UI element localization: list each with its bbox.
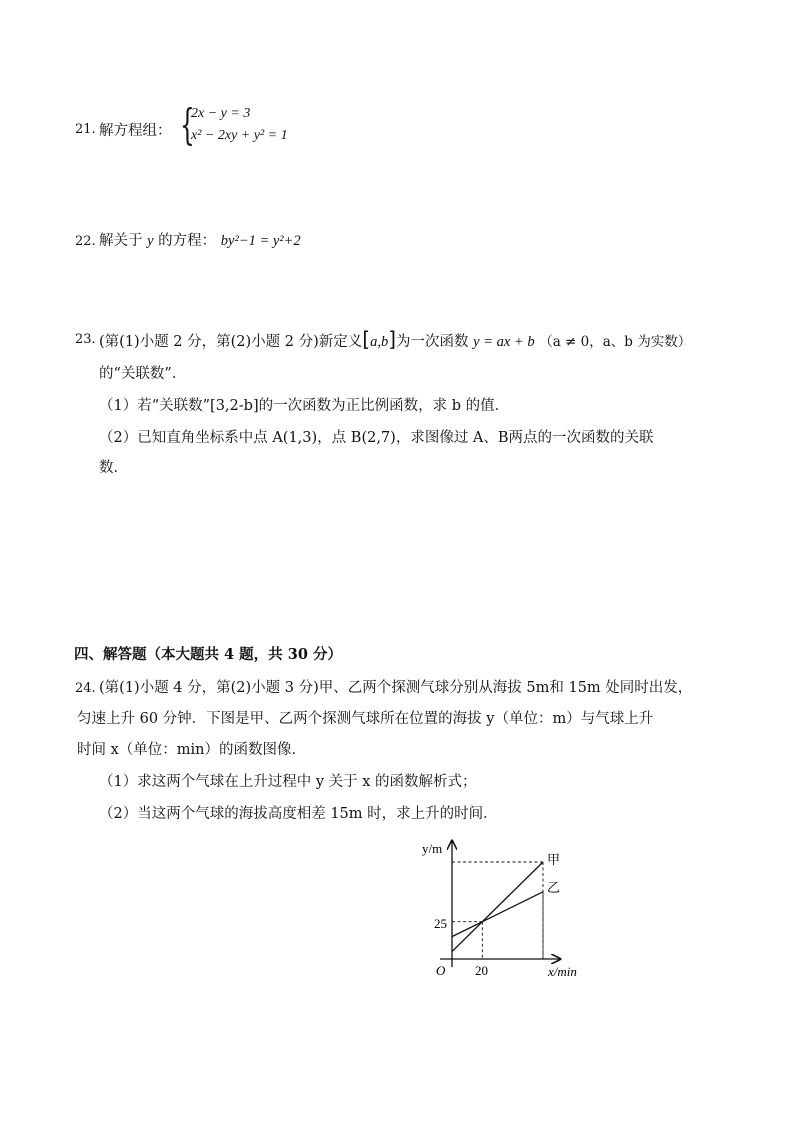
q23-sub1: （1）若“关联数”[3,2-b]的一次函数为正比例函数，求 b 的值． xyxy=(99,398,510,414)
q22-equation: by²−1 = y²+2 xyxy=(220,233,301,249)
y-axis-label: y/m xyxy=(422,841,443,856)
q23-line1-a: (第(1)小题 2 分，第(2)小题 2 分)新定义 xyxy=(99,334,363,350)
series-label-yi: 乙 xyxy=(547,879,561,895)
q21-number: 21. xyxy=(75,122,96,137)
q22-prompt xyxy=(99,229,301,250)
q23-line1-b: 为一次函数 xyxy=(396,334,469,350)
series-line-jia xyxy=(452,862,543,952)
origin-label: O xyxy=(436,963,446,978)
q22-var: y xyxy=(147,233,154,249)
q23-bracket-content: a,b xyxy=(370,334,389,350)
x-tick-label: 20 xyxy=(475,963,488,978)
right-bracket: ] xyxy=(388,327,397,351)
left-bracket: [ xyxy=(362,327,371,351)
q21-prompt: 解方程组： xyxy=(99,123,172,139)
q23-line1 xyxy=(99,327,691,351)
q22-prompt-post: 的方程： xyxy=(158,233,217,249)
system-brace: { xyxy=(180,100,195,149)
q24-line3: 时间 x（单位：min）的函数图像． xyxy=(77,742,307,758)
q24-line1: (第(1)小题 4 分，第(2)小题 3 分)甲、乙两个探测气球分别从海拔 5m和 15m 处同时出发， xyxy=(99,680,693,696)
q24-number: 24. xyxy=(75,681,96,696)
q23-sub2: （2）已知直角坐标系中点 A(1,3)，点 B(2,7)，求图像过 A、B两点的一次函数的关联 xyxy=(99,430,654,446)
y-tick-label: 25 xyxy=(434,916,447,931)
q23-func: y = ax + b xyxy=(473,334,535,350)
series-label-jia: 甲 xyxy=(547,852,561,867)
q23-sub2-cont: 数． xyxy=(99,460,128,476)
q24-line2: 匀速上升 60 分钟．下图是甲、乙两个探测气球所在位置的海拔 y（单位：m）与气球上升 xyxy=(77,711,654,727)
series-line-yi xyxy=(452,892,543,937)
q21-equation-1: 2x − y = 3 xyxy=(191,106,251,121)
q22-number: 22. xyxy=(75,234,96,249)
altitude-chart xyxy=(410,835,610,985)
q24-sub1: （1）求这两个气球在上升过程中 y 关于 x 的函数解析式； xyxy=(99,774,477,790)
q22-prompt-pre: 解关于 xyxy=(99,233,143,249)
q23-number: 23. xyxy=(75,332,96,347)
x-axis-label: x/min xyxy=(548,964,577,979)
section-title: 四、解答题（本大题共 4 题，共 30 分） xyxy=(74,646,342,663)
q23-line2: 的“关联数”． xyxy=(99,366,187,382)
q21-equation-2: x² − 2xy + y² = 1 xyxy=(191,128,288,143)
q24-sub2: （2）当这两个气球的海拔高度相差 15m 时，求上升的时间． xyxy=(99,806,498,822)
q23-cond: （a ≠ 0，a、b 为实数） xyxy=(539,334,692,350)
